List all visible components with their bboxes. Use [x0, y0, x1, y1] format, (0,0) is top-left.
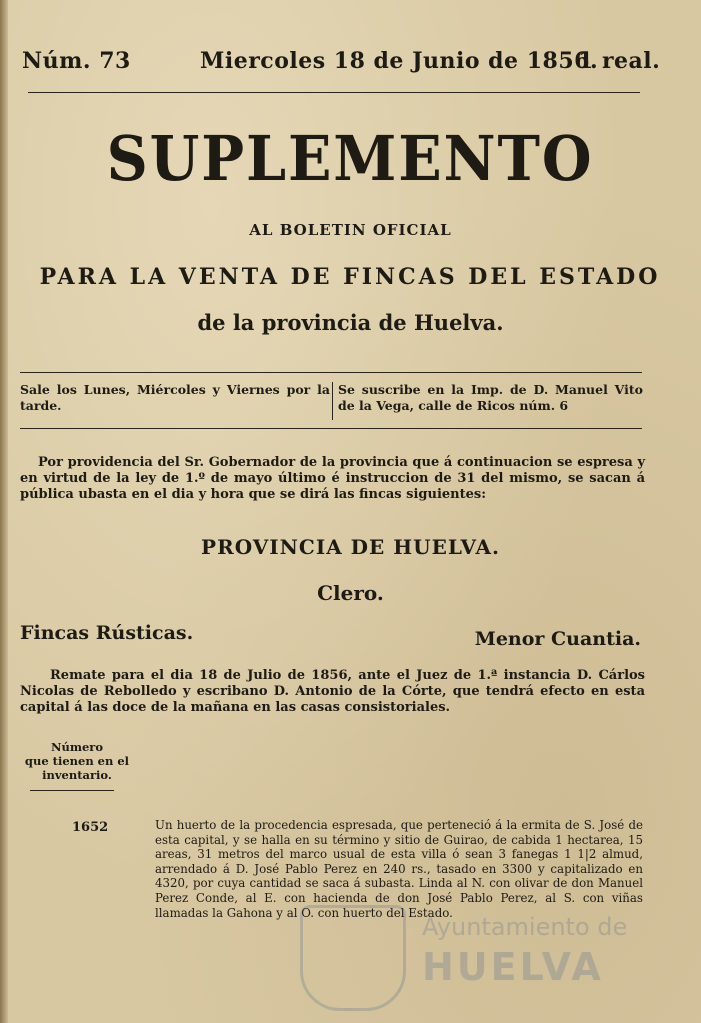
inventory-number-header [22, 740, 132, 782]
watermark-line2: HUELVA [422, 945, 604, 989]
info-divider [332, 382, 333, 420]
header-rule [28, 92, 640, 93]
inventory-header-rule [30, 790, 114, 791]
info-bottom-rule [20, 428, 642, 429]
watermark-line1: Ayuntamiento de [422, 913, 628, 941]
info-top-rule [20, 372, 642, 373]
issue-date: Miercoles 18 de Junio de 1856. [200, 48, 599, 74]
masthead-subtitle-sale: PARA LA VENTA DE FINCAS DEL ESTADO [39, 264, 661, 290]
publication-schedule: Sale los Lunes, Miércoles y Viernes por la tarde. [20, 382, 330, 413]
issue-number: Núm. 73 [22, 48, 131, 74]
coat-of-arms-icon [300, 905, 406, 1011]
masthead-province: de la provincia de Huelva. [197, 310, 504, 335]
province-heading: PROVINCIA DE HUELVA. [201, 535, 500, 559]
lot-number: 1652 [72, 820, 109, 835]
page-edge [0, 0, 8, 1023]
subscription-info: Se suscribe en la Imp. de D. Manuel Vito de la Vega, calle de Ricos núm. 6 [338, 382, 643, 413]
inventory-header-line: que tienen en el [24, 754, 130, 768]
intro-paragraph: Por providencia del Sr. Gobernador de la provincia que á continuacion se espresa y en virtud de la ley de 1.º de mayo último é instruccion de 31 del mismo, se sacan á pública ubasta en el dia y hora que se dirá las fincas siguientes: [20, 455, 645, 502]
masthead-subtitle: AL BOLETIN OFICIAL [249, 221, 452, 239]
fincas-heading: Fincas Rústicas. [20, 622, 194, 644]
lot-description: Un huerto de la procedencia espresada, que perteneció á la ermita de S. José de esta capital, y se halla en su término y sitio de Guirao, de cabida 1 hectarea, 15 areas, 31 metros del marco usual de esta villa ó sean 3 fanegas 1 1|2 almud, arrendado á D. José Pablo Perez en 240 rs., tasado en 3300 y capitalizado en 4320, por cuya cantidad se saca á subasta. Linda al N. con olivar de don Manuel Perez Conde, al E. con hacienda de don José Pablo Perez, al S. con viñas llamadas la Gahona y al O. con huerto del Estado. [155, 818, 643, 920]
watermark [300, 905, 630, 1005]
clero-heading: Clero. [317, 581, 384, 605]
inventory-header-line: inventario. [42, 768, 112, 782]
masthead-title: SUPLEMENTO [106, 122, 594, 195]
inventory-header-line: Número [50, 740, 104, 754]
auction-paragraph: Remate para el dia 18 de Julio de 1856, ante el Juez de 1.ª instancia D. Cárlos Nicolas de Rebolledo y escribano D. Antonio de la Córte, que tendrá efecto en esta capital á las doce de la mañana en las casas consistoriales. [20, 668, 645, 715]
menor-cuantia-heading: Menor Cuantia. [474, 628, 641, 650]
issue-price: 1 real. [578, 48, 661, 74]
